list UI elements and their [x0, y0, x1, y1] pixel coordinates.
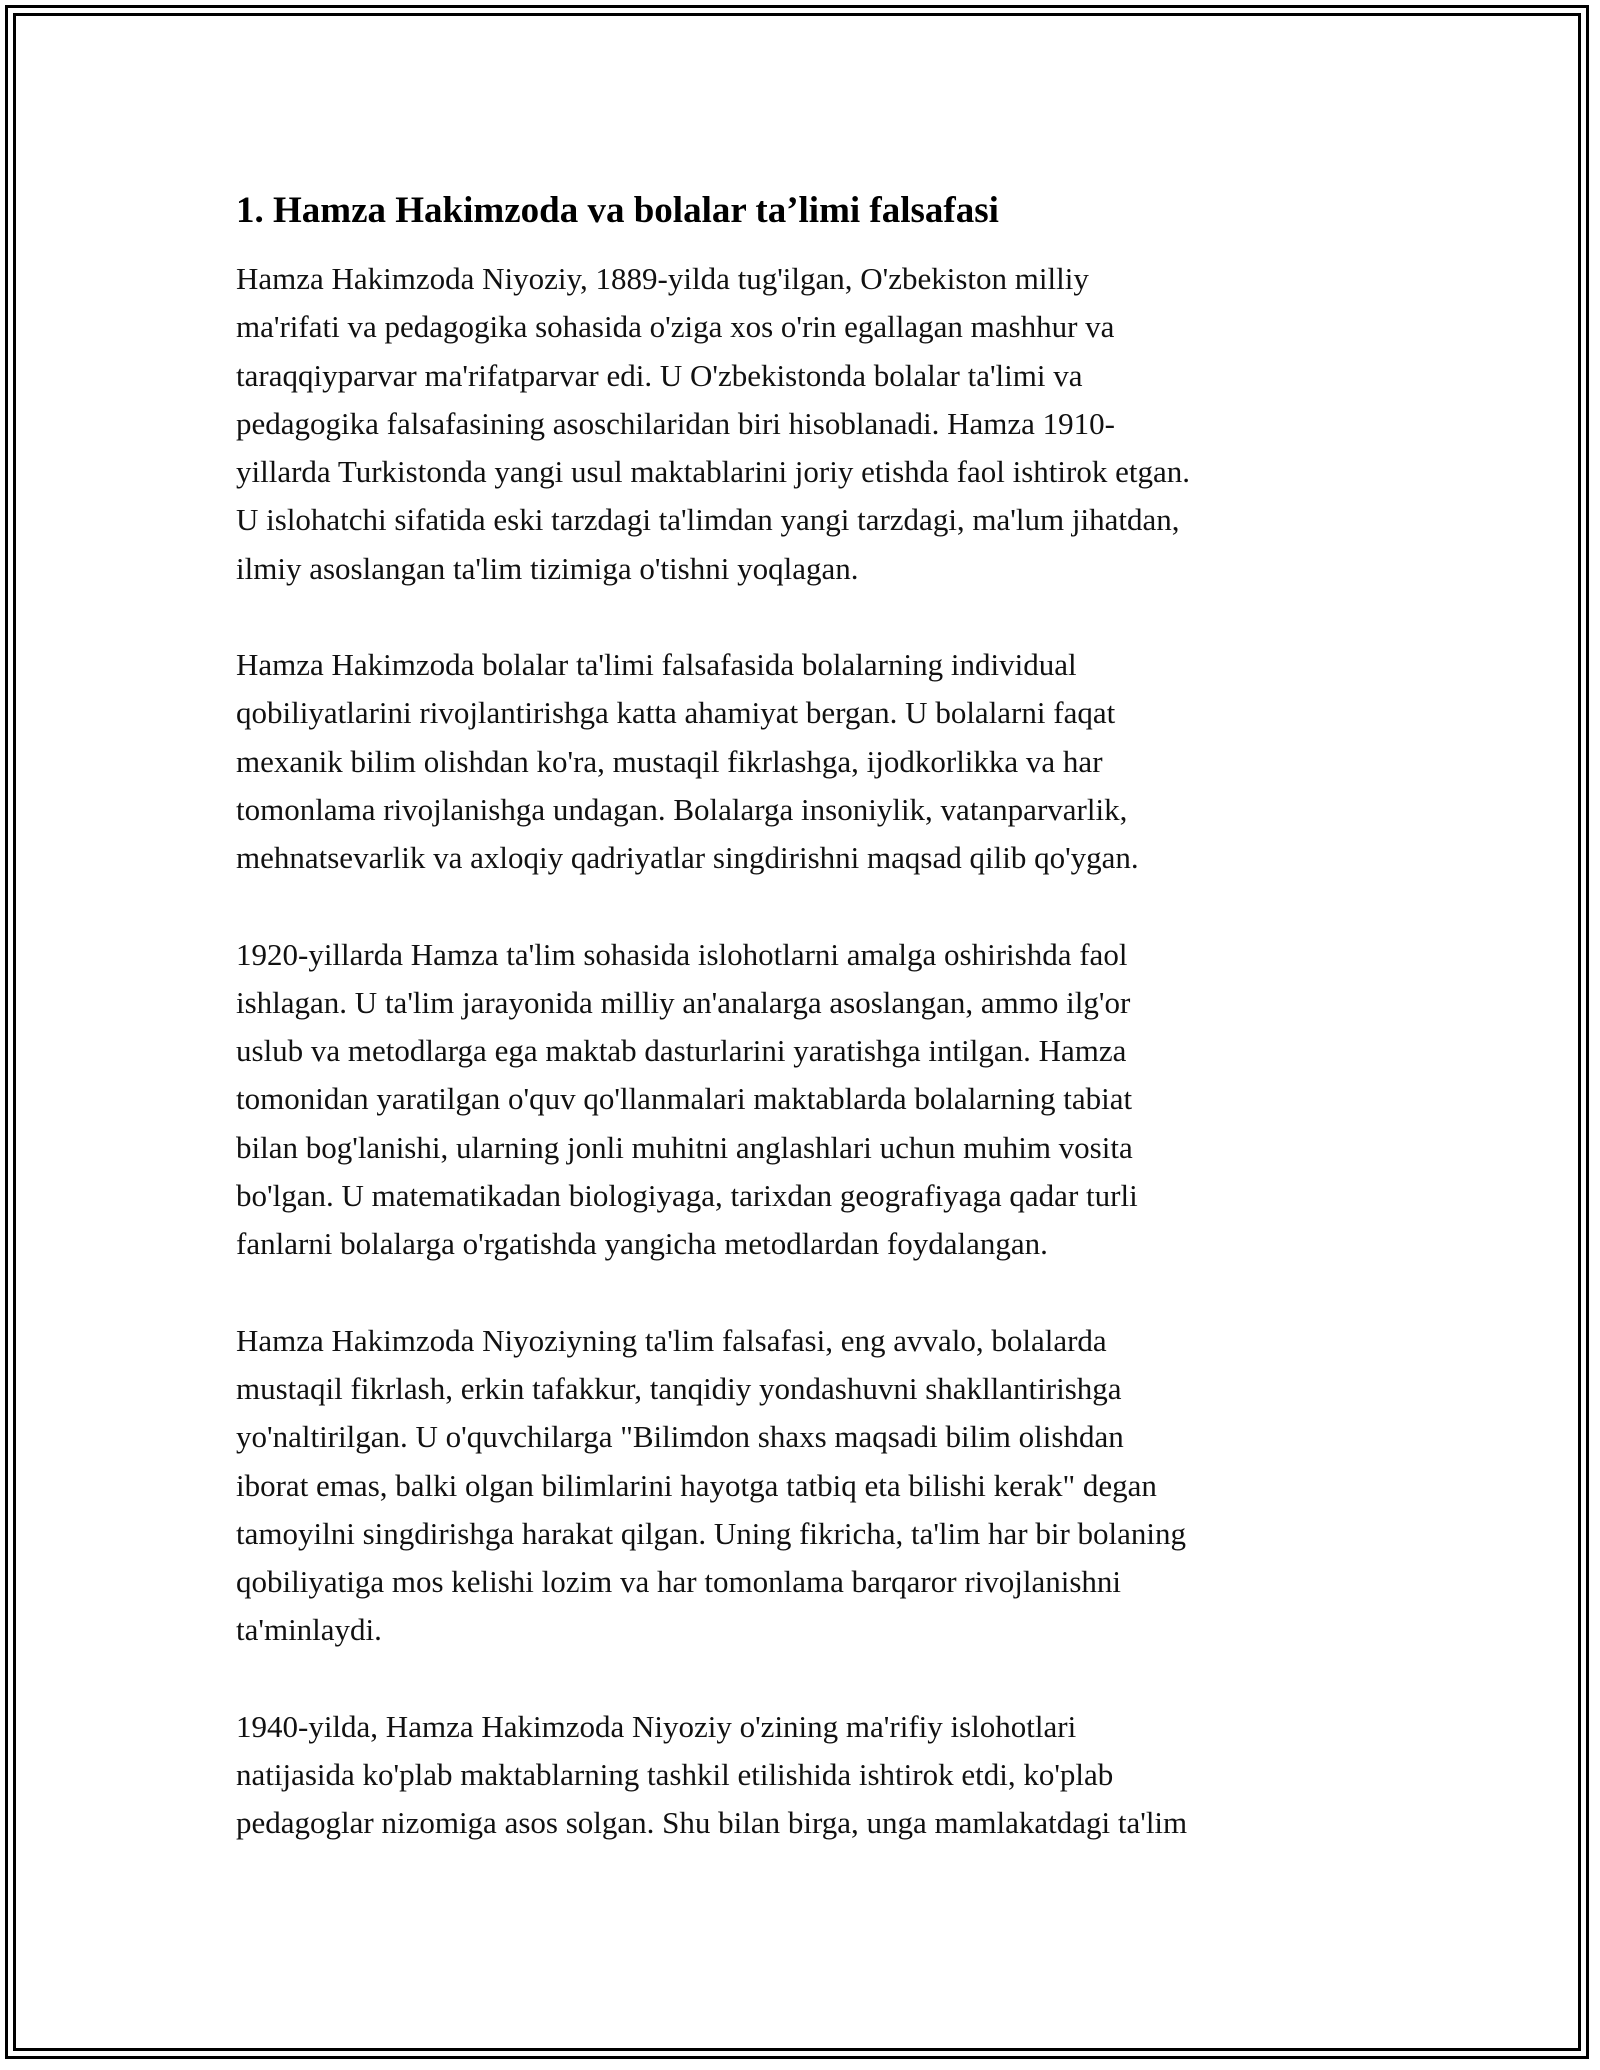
text-line: ta'minlaydi.	[236, 1612, 382, 1648]
text-line: taraqqiyparvar ma'rifatparvar edi. U O'zbekistonda bolalar ta'limi va	[236, 357, 1083, 393]
text-line: yo'naltirilgan. U o'quvchilarga "Bilimdon shaxs maqsadi bilim olishdan	[236, 1419, 1124, 1455]
text-line: 1920-yillarda Hamza ta'lim sohasida islohotlarni amalga oshirishda faol	[236, 936, 1128, 972]
text-line: Hamza Hakimzoda bolalar ta'limi falsafasida bolalarning individual	[236, 647, 1077, 683]
text-line: ilmiy asoslangan ta'lim tizimiga o'tishni yoqlagan.	[236, 550, 859, 586]
text-line: Hamza Hakimzoda Niyoziyning ta'lim falsafasi, eng avvalo, bolalarda	[236, 1322, 1107, 1358]
text-line: U islohatchi sifatida eski tarzdagi ta'limdan yangi tarzdagi, ma'lum jihatdan,	[236, 502, 1180, 538]
text-line: 1940-yilda, Hamza Hakimzoda Niyoziy o'zining ma'rifiy islohotlari	[236, 1708, 1077, 1744]
text-line: pedagoglar nizomiga asos solgan. Shu bilan birga, unga mamlakatdagi ta'lim	[236, 1805, 1188, 1841]
text-line: ishlagan. U ta'lim jarayonida milliy an'analarga asoslangan, ammo ilg'or	[236, 984, 1131, 1020]
text-line: tomonidan yaratilgan o'quv qo'llanmalari maktablarda bolalarning tabiat	[236, 1081, 1133, 1117]
text-line: tamoyilni singdirishga harakat qilgan. Uning fikricha, ta'lim har bir bolaning	[236, 1515, 1187, 1551]
text-line: tomonlama rivojlanishga undagan. Bolalarga insoniylik, vatanparvarlik,	[236, 791, 1128, 827]
text-line: ma'rifati va pedagogika sohasida o'ziga xos o'rin egallagan mashhur va	[236, 309, 1115, 345]
text-line: iborat emas, balki olgan bilimlarini hayotga tatbiq eta bilishi kerak" degan	[236, 1467, 1157, 1503]
text-line: mustaqil fikrlash, erkin tafakkur, tanqidiy yondashuvni shakllantirishga	[236, 1370, 1122, 1406]
text-line: mexanik bilim olishdan ko'ra, mustaqil fikrlashga, ijodkorlikka va har	[236, 743, 1103, 779]
paragraph-4	[236, 1317, 1386, 1655]
text-line: bilan bog'lanishi, ularning jonli muhitni anglashlari uchun muhim vosita	[236, 1129, 1133, 1165]
section-heading: 1. Hamza Hakimzoda va bolalar ta’limi falsafasi	[236, 190, 999, 231]
text-line: mehnatsevarlik va axloqiy qadriyatlar singdirishni maqsad qilib qo'ygan.	[236, 840, 1139, 876]
paragraph-3	[236, 931, 1386, 1269]
text-line: yillarda Turkistonda yangi usul maktablarini joriy etishda faol ishtirok etgan.	[236, 454, 1190, 490]
text-line: pedagogika falsafasining asoschilaridan biri hisoblanadi. Hamza 1910-	[236, 405, 1115, 441]
text-line: natijasida ko'plab maktablarning tashkil etilishida ishtirok etdi, ko'plab	[236, 1757, 1114, 1793]
text-line: uslub va metodlarga ega maktab dasturlarini yaratishga intilgan. Hamza	[236, 1033, 1127, 1069]
text-line: bo'lgan. U matematikadan biologiyaga, tarixdan geografiyaga qadar turli	[236, 1178, 1138, 1214]
text-line: qobiliyatlarini rivojlantirishga katta ahamiyat bergan. U bolalarni faqat	[236, 695, 1116, 731]
text-line: fanlarni bolalarga o'rgatishda yangicha metodlardan foydalangan.	[236, 1226, 1048, 1262]
paragraph-2	[236, 641, 1386, 882]
document-body	[236, 187, 1386, 1896]
paragraph-1	[236, 255, 1386, 593]
text-line: Hamza Hakimzoda Niyoziy, 1889-yilda tug'ilgan, O'zbekiston milliy	[236, 261, 1089, 296]
text-line: qobiliyatiga mos kelishi lozim va har tomonlama barqaror rivojlanishni	[236, 1564, 1122, 1600]
paragraph-5	[236, 1703, 1386, 1848]
